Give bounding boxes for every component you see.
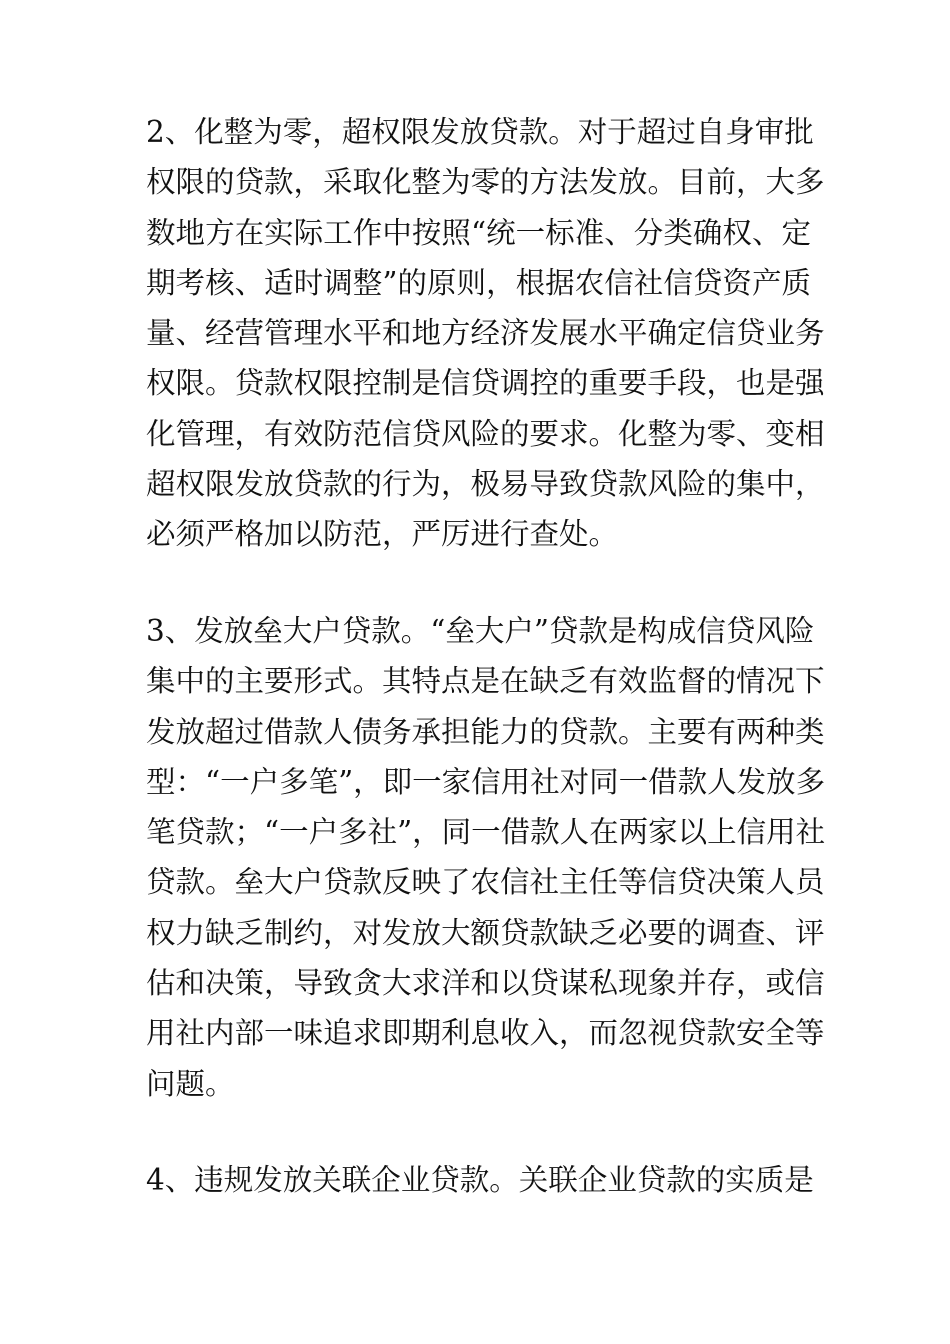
- text-line: 估和决策，导致贪大求洋和以贷谋私现象并存，或信: [146, 966, 825, 1001]
- text-line: 数地方在实际工作中按照“统一标准、分类确权、定: [146, 215, 811, 250]
- paragraph-3: [146, 606, 826, 1109]
- text-line: 2、化整为零，超权限发放贷款。对于超过自身审批: [146, 115, 814, 149]
- paragraph-2: [146, 107, 825, 560]
- text-line: 量、经营管理水平和地方经济发展水平确定信贷业务: [146, 316, 825, 351]
- text-line: 超权限发放贷款的行为，极易导致贷款风险的集中，: [146, 467, 825, 502]
- text-line: 型：“一户多笔”，即一家信用社对同一借款人发放多: [146, 764, 826, 799]
- text-line: 发放超过借款人债务承担能力的贷款。主要有两种类: [146, 714, 825, 749]
- text-line: 权限的贷款，采取化整为零的方法发放。目前，大多: [146, 165, 825, 200]
- text-line: 3、发放垒大户贷款。“垒大户”贷款是构成信贷风险: [146, 614, 815, 648]
- text-line: 笔贷款；“一户多社”，同一借款人在两家以上信用社: [146, 815, 826, 850]
- text-line: 集中的主要形式。其特点是在缺乏有效监督的情况下: [146, 664, 825, 699]
- text-line: 权力缺乏制约，对发放大额贷款缺乏必要的调查、评: [146, 915, 825, 950]
- text-line: 4、违规发放关联企业贷款。关联企业贷款的实质是: [146, 1163, 814, 1197]
- text-line: 权限。贷款权限控制是信贷调控的重要手段，也是强: [146, 366, 825, 401]
- text-line: 化管理，有效防范信贷风险的要求。化整为零、变相: [146, 416, 825, 451]
- paragraph-4: [146, 1155, 814, 1205]
- text-line: 期考核、适时调整”的原则，根据农信社信贷资产质: [146, 265, 811, 300]
- text-line: 必须严格加以防范，严厉进行查处。: [146, 517, 619, 552]
- text-line: 用社内部一味追求即期利息收入，而忽视贷款安全等: [146, 1016, 825, 1051]
- text-line: 问题。: [146, 1066, 235, 1101]
- text-line: 贷款。垒大户贷款反映了农信社主任等信贷决策人员: [146, 865, 825, 900]
